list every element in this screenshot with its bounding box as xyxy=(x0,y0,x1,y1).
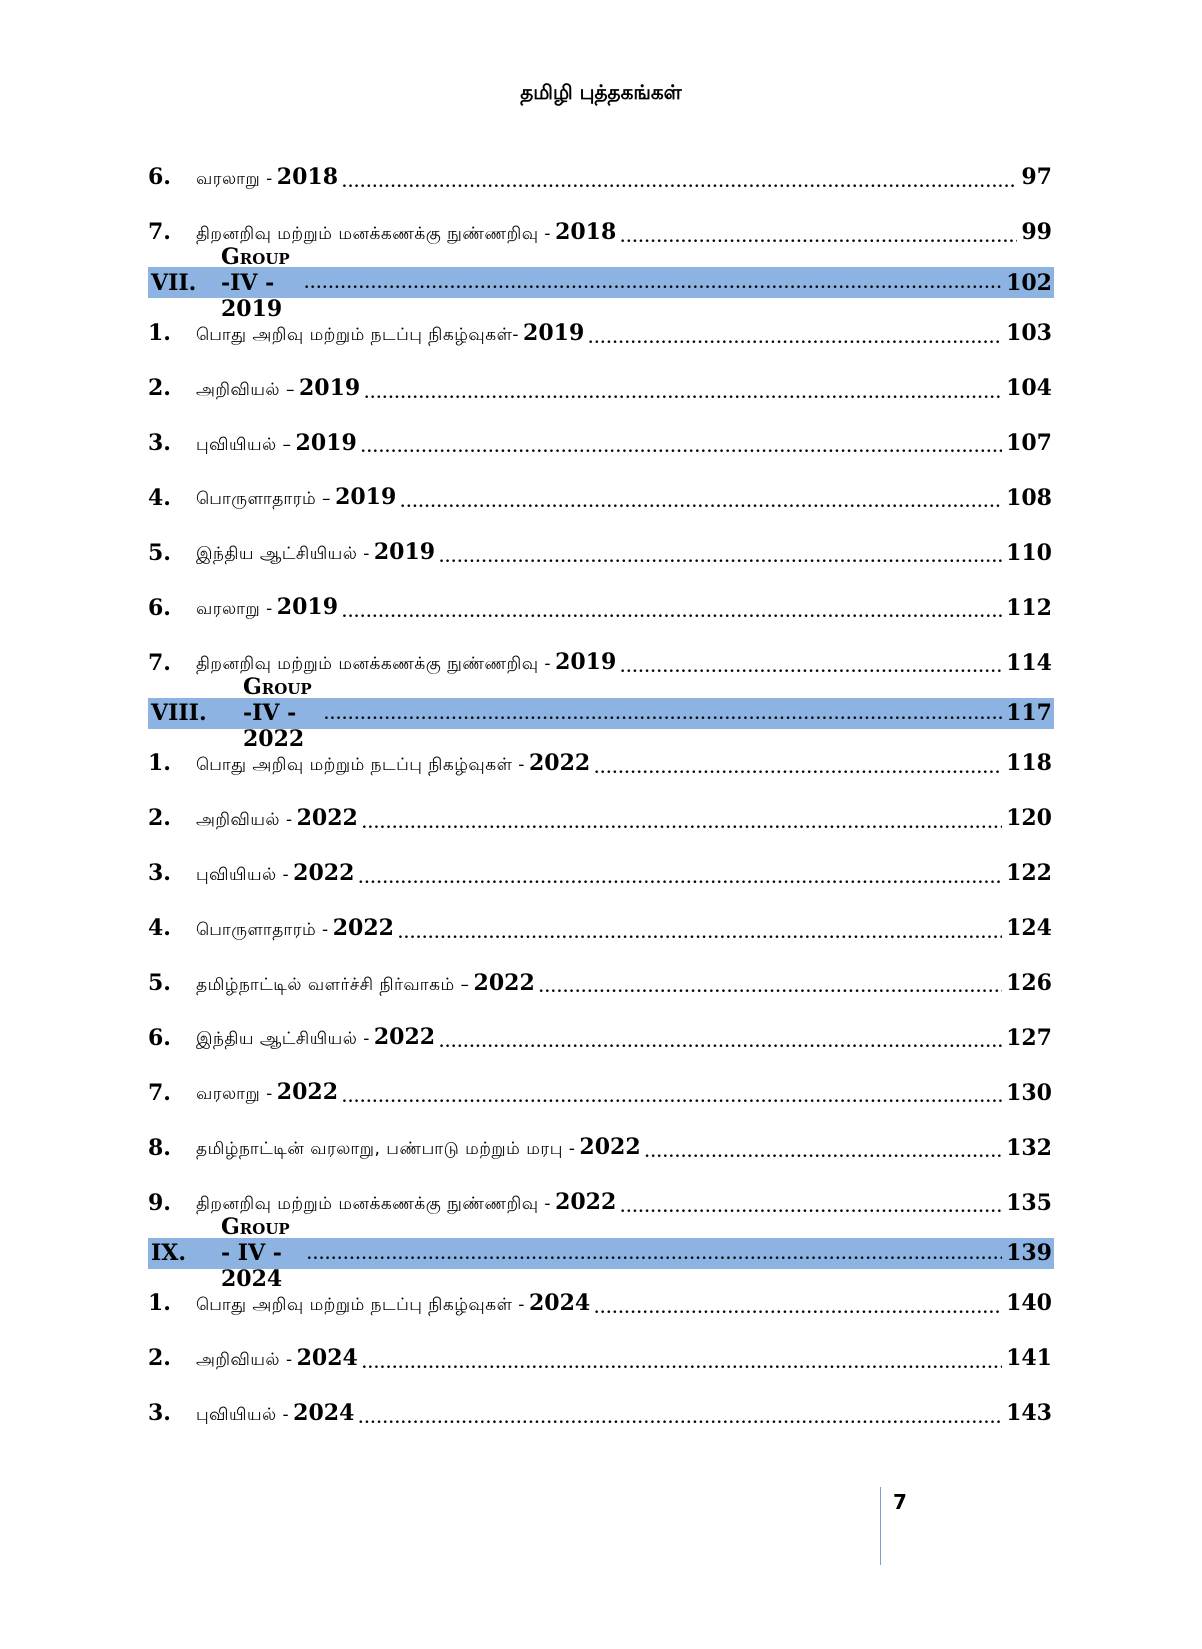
entry-year: 2022 xyxy=(373,1024,436,1051)
dot-leader xyxy=(361,440,1002,470)
toc-entry[interactable] xyxy=(148,901,1054,956)
entry-page: 140 xyxy=(1006,1290,1052,1317)
entry-title: பொது அறிவு மற்றும் நடப்பு நிகழ்வுகள் - xyxy=(196,754,525,775)
entry-year: 2022 xyxy=(293,859,355,886)
dot-leader xyxy=(594,1301,1002,1331)
entry-number: 5. xyxy=(148,970,171,997)
dot-leader xyxy=(358,871,1002,901)
entry-number: 1. xyxy=(148,750,171,777)
entry-title: புவியியல் – xyxy=(196,434,292,455)
entry-page: 127 xyxy=(1006,1024,1052,1051)
entry-year: 2019 xyxy=(555,649,617,676)
section-title: Group -IV - 2019 xyxy=(221,243,290,322)
toc-entry[interactable] xyxy=(148,1120,1054,1175)
entry-title: இந்திய ஆட்சியியல் - xyxy=(196,1029,370,1050)
entry-title: திறனறிவு மற்றும் மனக்கணக்கு நுண்ணறிவு - xyxy=(196,1194,552,1215)
entry-page: 122 xyxy=(1006,860,1052,887)
entry-title: அறிவியல் - xyxy=(196,1349,293,1370)
entry-page: 107 xyxy=(1006,430,1052,456)
entry-page: 114 xyxy=(1006,649,1052,676)
entry-number: 8. xyxy=(148,1134,171,1161)
entry-number: 4. xyxy=(148,484,171,511)
entry-year: 2024 xyxy=(293,1399,355,1426)
entry-title: தமிழ்நாட்டில் வளர்ச்சி நிர்வாகம் – xyxy=(196,974,470,995)
dot-leader xyxy=(594,761,1002,791)
entry-number: 6. xyxy=(148,594,171,621)
entry-year: 2019 xyxy=(276,594,339,621)
entry-number: 7. xyxy=(148,649,171,676)
section-number: VIII. xyxy=(151,700,207,727)
table-of-contents xyxy=(148,150,1054,1441)
entry-title: வரலாறு - xyxy=(196,168,273,189)
dot-leader xyxy=(439,1035,1002,1065)
entry-title: புவியியல் - xyxy=(196,864,290,885)
entry-year: 2022 xyxy=(473,969,535,996)
entry-number: 2. xyxy=(148,1345,171,1372)
dot-leader xyxy=(439,550,1002,580)
toc-entry[interactable] xyxy=(148,846,1054,901)
entry-title: வரலாறு - xyxy=(196,1084,273,1105)
dot-leader xyxy=(620,230,1017,260)
section-page: 102 xyxy=(1006,269,1052,296)
entry-title: அறிவியல் – xyxy=(196,379,295,400)
entry-year: 2022 xyxy=(296,804,358,831)
entry-number: 7. xyxy=(148,219,171,246)
entry-year: 2022 xyxy=(579,1134,641,1161)
entry-title: திறனறிவு மற்றும் மனக்கணக்கு நுண்ணறிவு - xyxy=(196,654,552,675)
entry-number: 6. xyxy=(148,164,171,191)
toc-entry[interactable] xyxy=(148,416,1054,471)
entry-title: இந்திய ஆட்சியியல் - xyxy=(196,544,370,565)
toc-entry[interactable] xyxy=(148,1010,1054,1065)
entry-number: 3. xyxy=(148,430,171,456)
entry-title: பொருளாதாரம் - xyxy=(196,919,329,940)
dot-leader xyxy=(307,1247,1002,1269)
dot-leader xyxy=(620,660,1002,690)
entry-year: 2024 xyxy=(296,1344,358,1371)
entry-year: 2024 xyxy=(528,1289,591,1316)
entry-title: வரலாறு - xyxy=(196,599,273,620)
section-page: 139 xyxy=(1006,1240,1052,1267)
entry-number: 4. xyxy=(148,915,171,942)
entry-title: புவியியல் - xyxy=(196,1404,290,1425)
entry-page: 108 xyxy=(1006,484,1052,511)
entry-page: 103 xyxy=(1006,320,1052,347)
entry-page: 135 xyxy=(1006,1189,1052,1216)
entry-title: பொருளாதாரம் – xyxy=(196,489,332,510)
toc-entry[interactable] xyxy=(148,1386,1054,1441)
entry-year: 2019 xyxy=(335,484,397,511)
entry-page: 110 xyxy=(1006,539,1052,566)
toc-entry[interactable] xyxy=(148,736,1054,791)
section-heading-ix[interactable] xyxy=(148,1214,1054,1293)
toc-entry[interactable] xyxy=(148,150,1054,205)
dot-leader xyxy=(342,1090,1002,1120)
toc-entry[interactable] xyxy=(148,580,1054,635)
entry-year: 2022 xyxy=(332,914,394,941)
entry-number: 7. xyxy=(148,1079,171,1106)
entry-title: தமிழ்நாட்டின் வரலாறு, பண்பாடு மற்றும் மரபு - xyxy=(196,1139,576,1160)
entry-year: 2019 xyxy=(295,429,357,456)
toc-entry[interactable] xyxy=(148,1065,1054,1120)
dot-leader xyxy=(342,605,1002,635)
toc-entry[interactable] xyxy=(148,470,1054,525)
toc-entry[interactable] xyxy=(148,525,1054,580)
entry-year: 2018 xyxy=(555,218,617,245)
entry-page: 99 xyxy=(1021,219,1052,246)
entry-year: 2019 xyxy=(373,539,436,566)
toc-entry[interactable] xyxy=(148,791,1054,846)
entry-page: 141 xyxy=(1006,1345,1052,1372)
section-number: VII. xyxy=(151,269,197,296)
dot-leader xyxy=(398,926,1002,956)
entry-number: 2. xyxy=(148,375,171,402)
dot-leader xyxy=(539,980,1002,1010)
entry-number: 1. xyxy=(148,320,171,347)
dot-leader xyxy=(364,386,1002,416)
entry-number: 6. xyxy=(148,1024,171,1051)
toc-entry[interactable] xyxy=(148,306,1054,361)
entry-page: 118 xyxy=(1006,750,1052,777)
entry-year: 2018 xyxy=(276,163,339,190)
entry-page: 97 xyxy=(1021,164,1052,191)
section-page: 117 xyxy=(1006,700,1052,727)
dot-leader xyxy=(588,331,1002,361)
entry-number: 3. xyxy=(148,860,171,887)
dot-leader xyxy=(362,816,1002,846)
dot-leader xyxy=(362,1356,1002,1386)
section-title: Group -IV - 2022 xyxy=(243,674,312,753)
entry-page: 104 xyxy=(1006,375,1052,402)
page-number: 7 xyxy=(893,1490,907,1514)
toc-entry[interactable] xyxy=(148,1331,1054,1386)
dot-leader xyxy=(400,495,1002,525)
entry-page: 132 xyxy=(1006,1134,1052,1161)
entry-title: பொது அறிவு மற்றும் நடப்பு நிகழ்வுகள் - xyxy=(196,1294,525,1315)
entry-year: 2019 xyxy=(523,319,585,346)
entry-number: 3. xyxy=(148,1400,171,1427)
entry-year: 2022 xyxy=(555,1189,617,1216)
entry-page: 124 xyxy=(1006,915,1052,942)
toc-entry[interactable] xyxy=(148,361,1054,416)
footer-rule xyxy=(880,1487,881,1565)
toc-entry[interactable] xyxy=(148,956,1054,1011)
entry-title: அறிவியல் - xyxy=(196,809,293,830)
entry-page: 120 xyxy=(1006,805,1052,832)
section-title: Group - IV - 2024 xyxy=(221,1214,290,1293)
entry-year: 2019 xyxy=(298,374,361,401)
dot-leader xyxy=(342,175,1017,205)
entry-year: 2022 xyxy=(276,1079,339,1106)
section-heading-vii[interactable] xyxy=(148,243,1054,322)
entry-page: 143 xyxy=(1006,1400,1052,1427)
entry-number: 5. xyxy=(148,539,171,566)
entry-year: 2022 xyxy=(528,749,591,776)
dot-leader xyxy=(304,276,1002,298)
entry-page: 130 xyxy=(1006,1079,1052,1106)
section-number: IX. xyxy=(151,1240,187,1267)
toc-entry[interactable] xyxy=(148,1276,1054,1331)
entry-page: 126 xyxy=(1006,970,1052,997)
entry-number: 2. xyxy=(148,805,171,832)
dot-leader xyxy=(645,1145,1002,1175)
dot-leader xyxy=(620,1200,1002,1230)
dot-leader xyxy=(358,1411,1002,1441)
entry-title: திறனறிவு மற்றும் மனக்கணக்கு நுண்ணறிவு - xyxy=(196,223,552,244)
entry-number: 1. xyxy=(148,1290,171,1317)
entry-page: 112 xyxy=(1006,594,1052,621)
entry-number: 9. xyxy=(148,1189,171,1216)
entry-title: பொது அறிவு மற்றும் நடப்பு நிகழ்வுகள்- xyxy=(196,324,520,345)
running-header: தமிழி புத்தகங்கள் xyxy=(520,80,682,104)
dot-leader xyxy=(324,707,1002,729)
section-heading-viii[interactable] xyxy=(148,674,1054,753)
